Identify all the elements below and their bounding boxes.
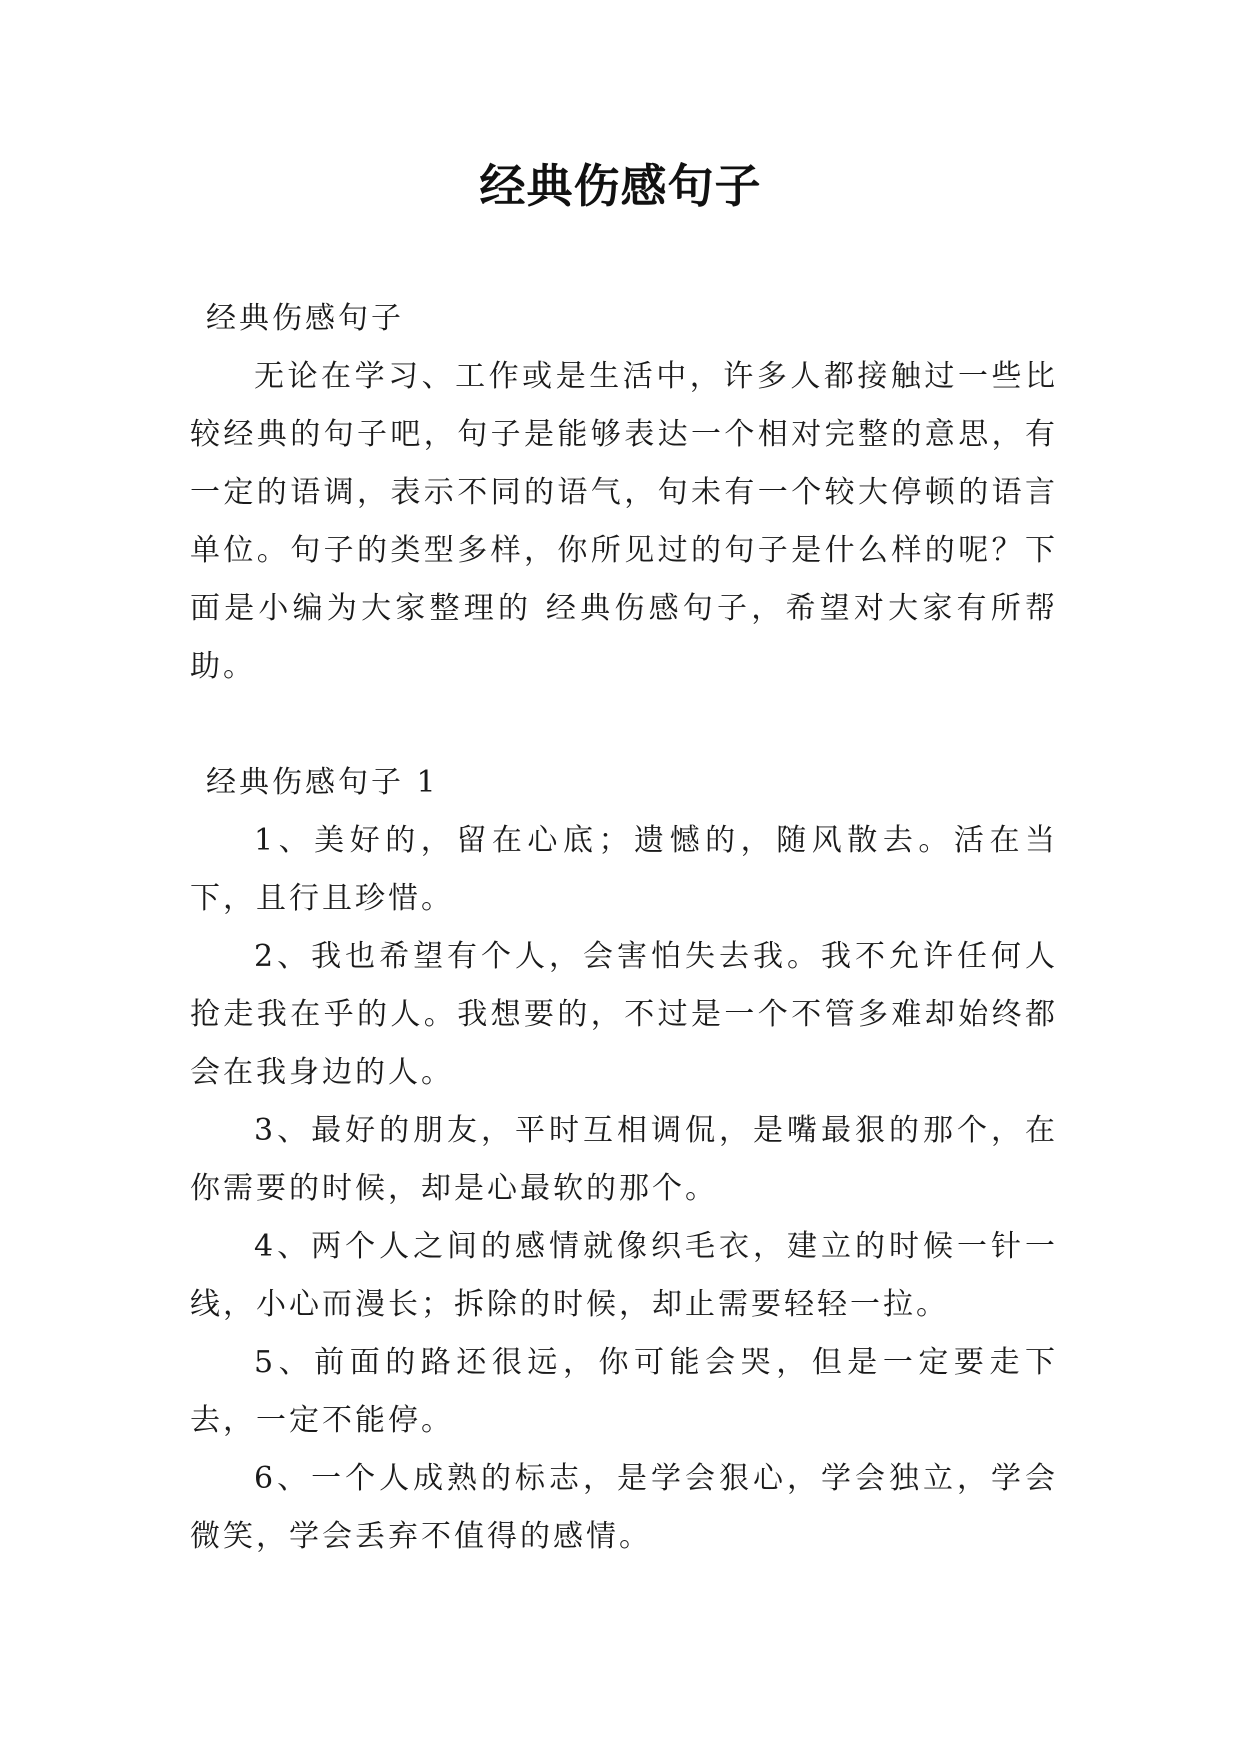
section-1-heading: 经典伤感句子 1 xyxy=(206,765,439,800)
section-spacer xyxy=(190,696,1058,754)
document-body xyxy=(190,290,1058,1566)
intro-paragraph: 无论在学习、工作或是生活中，许多人都接触过一些比较经典的句子吧，句子是能够表达一个相对完整的意思，有一定的语调，表示不同的语气，句未有一个较大停顿的语言单位。句子的类型多样，你所见过的句子是什么样的呢？下面是小编为大家整理的 经典伤感句子，希望对大家有所帮助。 xyxy=(190,359,1058,684)
list-item: 1、美好的，留在心底；遗憾的，随风散去。活在当下，且行且珍惜。 xyxy=(190,823,1058,916)
list-item: 5、前面的路还很远，你可能会哭，但是一定要走下去，一定不能停。 xyxy=(190,1345,1058,1438)
intro-heading: 经典伤感句子 xyxy=(206,301,404,336)
list-item: 3、最好的朋友，平时互相调侃，是嘴最狠的那个，在你需要的时候，却是心最软的那个。 xyxy=(190,1113,1058,1206)
list-item: 4、两个人之间的感情就像织毛衣，建立的时候一针一线，小心而漫长；拆除的时候，却止需要轻轻一拉。 xyxy=(190,1229,1058,1322)
list-item: 6、一个人成熟的标志，是学会狠心，学会独立，学会微笑，学会丢弃不值得的感情。 xyxy=(190,1461,1058,1554)
list-item: 2、我也希望有个人，会害怕失去我。我不允许任何人抢走我在乎的人。我想要的，不过是一个不管多难却始终都会在我身边的人。 xyxy=(190,939,1058,1090)
document-title: 经典伤感句子 xyxy=(479,159,762,213)
